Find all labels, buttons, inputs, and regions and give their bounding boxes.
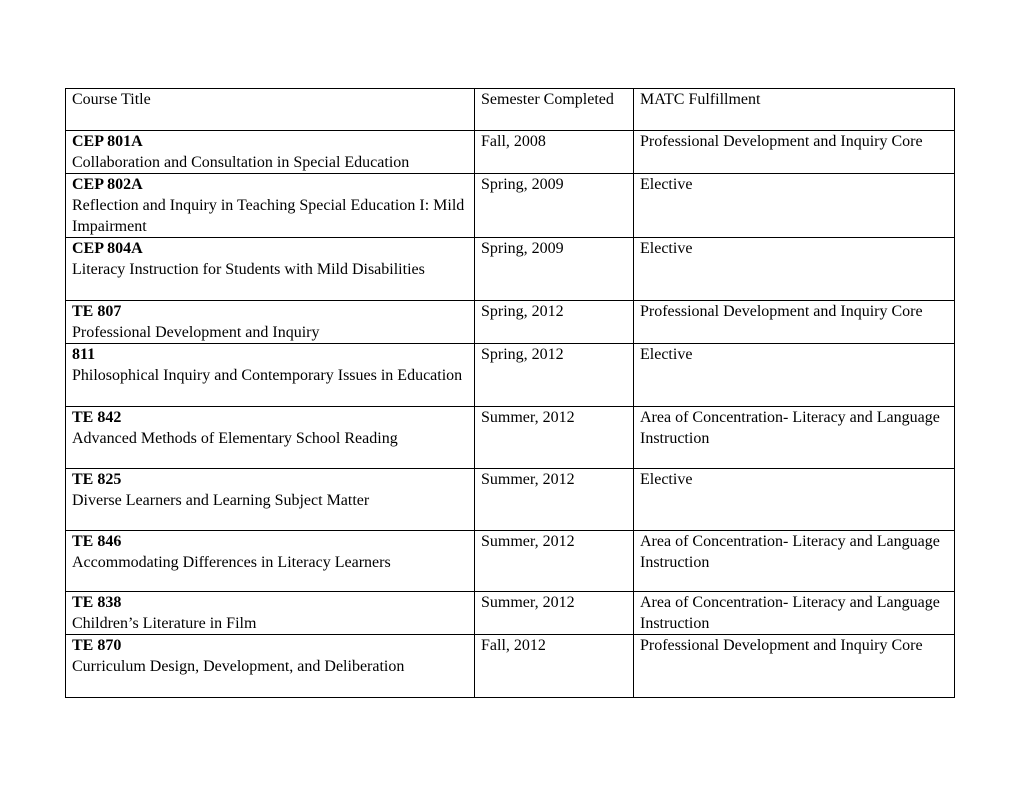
course-name: Philosophical Inquiry and Contemporary Issues in Education — [72, 367, 463, 384]
fulfillment-cell: Area of Concentration- Literacy and Language Instruction — [634, 531, 955, 592]
semester-cell: Summer, 2012 — [475, 531, 634, 592]
table-row — [66, 131, 955, 174]
fulfillment-cell: Elective — [634, 344, 955, 407]
course-code: 811 — [72, 346, 96, 363]
course-cell — [66, 592, 475, 635]
course-cell — [66, 174, 475, 238]
course-name: Professional Development and Inquiry — [72, 324, 320, 341]
course-cell — [66, 301, 475, 344]
course-name: Collaboration and Consultation in Special Education — [72, 154, 410, 171]
course-cell — [66, 344, 475, 407]
table-row — [66, 592, 955, 635]
header-semester-completed: Semester Completed — [475, 89, 634, 131]
course-cell — [66, 238, 475, 301]
course-code: TE 807 — [72, 303, 122, 320]
header-course-title: Course Title — [66, 89, 475, 131]
course-code: TE 838 — [72, 594, 122, 611]
fulfillment-cell: Area of Concentration- Literacy and Language Instruction — [634, 592, 955, 635]
semester-cell: Spring, 2009 — [475, 238, 634, 301]
fulfillment-cell: Area of Concentration- Literacy and Language Instruction — [634, 407, 955, 469]
table-row — [66, 344, 955, 407]
semester-cell: Spring, 2012 — [475, 301, 634, 344]
semester-cell: Fall, 2012 — [475, 635, 634, 698]
course-name: Diverse Learners and Learning Subject Matter — [72, 492, 370, 509]
table-row — [66, 531, 955, 592]
semester-cell: Spring, 2009 — [475, 174, 634, 238]
course-cell — [66, 469, 475, 531]
table-header-row — [66, 89, 955, 131]
table-row — [66, 407, 955, 469]
course-code: TE 870 — [72, 637, 122, 654]
fulfillment-cell: Elective — [634, 238, 955, 301]
fulfillment-cell: Professional Development and Inquiry Core — [634, 131, 955, 174]
course-cell — [66, 131, 475, 174]
semester-cell: Fall, 2008 — [475, 131, 634, 174]
table-row — [66, 301, 955, 344]
course-name: Accommodating Differences in Literacy Learners — [72, 554, 391, 571]
table-row — [66, 635, 955, 698]
course-code: CEP 804A — [72, 240, 143, 257]
fulfillment-cell: Professional Development and Inquiry Core — [634, 301, 955, 344]
table-row — [66, 174, 955, 238]
semester-cell: Summer, 2012 — [475, 592, 634, 635]
course-cell — [66, 407, 475, 469]
table-row — [66, 238, 955, 301]
course-name: Curriculum Design, Development, and Deliberation — [72, 658, 405, 675]
course-name: Reflection and Inquiry in Teaching Special Education I: Mild Impairment — [72, 197, 465, 235]
course-cell — [66, 635, 475, 698]
header-matc-fulfillment: MATC Fulfillment — [634, 89, 955, 131]
course-code: TE 825 — [72, 471, 122, 488]
semester-cell: Summer, 2012 — [475, 469, 634, 531]
course-code: CEP 802A — [72, 176, 143, 193]
course-cell — [66, 531, 475, 592]
course-code: CEP 801A — [72, 133, 143, 150]
course-code: TE 846 — [72, 533, 122, 550]
course-table — [65, 88, 955, 698]
semester-cell: Summer, 2012 — [475, 407, 634, 469]
course-name: Advanced Methods of Elementary School Reading — [72, 430, 398, 447]
course-name: Children’s Literature in Film — [72, 615, 257, 632]
fulfillment-cell: Elective — [634, 469, 955, 531]
fulfillment-cell: Professional Development and Inquiry Core — [634, 635, 955, 698]
course-code: TE 842 — [72, 409, 122, 426]
course-name: Literacy Instruction for Students with Mild Disabilities — [72, 261, 425, 278]
semester-cell: Spring, 2012 — [475, 344, 634, 407]
fulfillment-cell: Elective — [634, 174, 955, 238]
table-row — [66, 469, 955, 531]
